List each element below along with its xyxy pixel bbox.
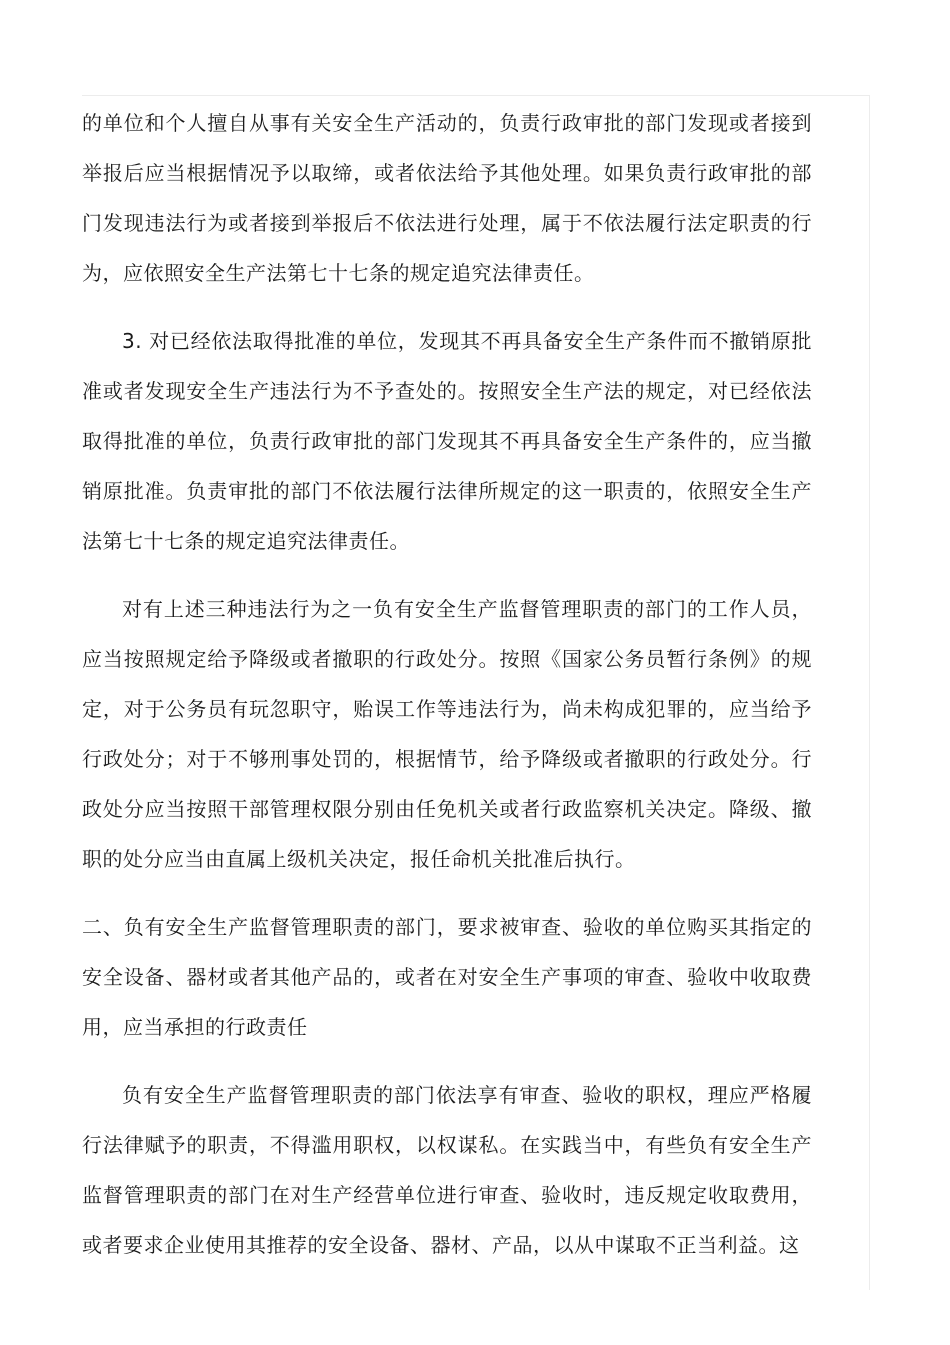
page-border-top — [82, 95, 870, 96]
paragraph-section-2-body: 负有安全生产监督管理职责的部门依法享有审查、验收的职权，理应严格履行法律赋予的职责，不得滥用职权，以权谋私。在实践当中，有些负有安全生产监督管理职责的部门在对生产经营单位进行审查、验收时，违反规定收取费用，或者要求企业使用其推荐的安全设备、器材、产品，以从中谋取不正当利益。这 — [82, 1083, 812, 1257]
page-border-right — [869, 95, 870, 1290]
paragraph-continuation: 的单位和个人擅自从事有关安全生产活动的，负责行政审批的部门发现或者接到举报后应当根据情况予以取缔，或者依法给予其他处理。如果负责行政审批的部门发现违法行为或者接到举报后不依法进行处理，属于不依法履行法定职责的行为，应依照安全生产法第七十七条的规定追究法律责任。 — [82, 111, 812, 285]
section-heading-2: 二、负有安全生产监督管理职责的部门，要求被审查、验收的单位购买其指定的安全设备、器材或者其他产品的，或者在对安全生产事项的审查、验收中收取费用，应当承担的行政责任 — [82, 915, 812, 1039]
document-body — [82, 98, 812, 1270]
paragraph-item-3: 3. 对已经依法取得批准的单位，发现其不再具备安全生产条件而不撤销原批准或者发现安全生产违法行为不予查处的。按照安全生产法的规定，对已经依法取得批准的单位，负责行政审批的部门发现其不再具备安全生产条件的，应当撤销原批准。负责审批的部门不依法履行法律所规定的这一职责的，依照安全生产法第七十七条的规定追究法律责任。 — [82, 329, 812, 553]
paragraph-penalty: 对有上述三种违法行为之一负有安全生产监督管理职责的部门的工作人员，应当按照规定给予降级或者撤职的行政处分。按照《国家公务员暂行条例》的规定，对于公务员有玩忽职守，贻误工作等违法行为，尚未构成犯罪的，应当给予行政处分；对于不够刑事处罚的，根据情节，给予降级或者撤职的行政处分。行政处分应当按照干部管理权限分别由任免机关或者行政监察机关决定。降级、撤职的处分应当由直属上级机关决定，报任命机关批准后执行。 — [82, 597, 812, 871]
